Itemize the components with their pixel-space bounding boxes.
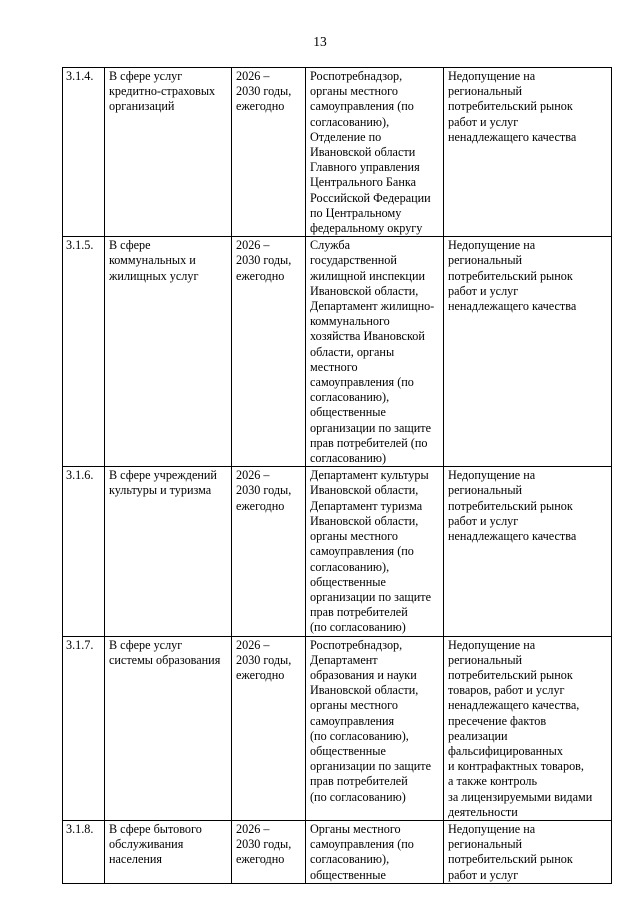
row-period: 2026 – 2030 годы, ежегодно xyxy=(232,68,306,237)
row-area: В сфере бытового обслуживания населения xyxy=(105,820,232,883)
table-row xyxy=(63,820,612,883)
row-number: 3.1.8. xyxy=(63,820,105,883)
table-row xyxy=(63,467,612,636)
row-responsible: Служба государственной жилищной инспекции Ивановской области, Департамент жилищно- коммунального хозяйства Ивановской области, органы местного самоуправления (по согласованию), общественные организации по защите прав потребителей (по согласованию) xyxy=(306,237,444,467)
row-area: В сфере коммунальных и жилищных услуг xyxy=(105,237,232,467)
measures-table xyxy=(62,67,612,884)
row-number: 3.1.7. xyxy=(63,636,105,820)
row-number: 3.1.6. xyxy=(63,467,105,636)
row-number: 3.1.4. xyxy=(63,68,105,237)
row-responsible: Роспотребнадзор, Департамент образования и науки Ивановской области, органы местного самоуправления (по согласованию), общественные организации по защите прав потребителей (по согласованию) xyxy=(306,636,444,820)
row-period: 2026 – 2030 годы, ежегодно xyxy=(232,820,306,883)
row-result: Недопущение на региональный потребительский рынок работ и услуг ненадлежащего качества xyxy=(444,68,612,237)
row-period: 2026 – 2030 годы, ежегодно xyxy=(232,237,306,467)
row-area: В сфере учреждений культуры и туризма xyxy=(105,467,232,636)
table-row xyxy=(63,237,612,467)
row-period: 2026 – 2030 годы, ежегодно xyxy=(232,467,306,636)
row-result: Недопущение на региональный потребительский рынок работ и услуг xyxy=(444,820,612,883)
row-area: В сфере услуг кредитно-страховых организаций xyxy=(105,68,232,237)
row-responsible: Роспотребнадзор, органы местного самоуправления (по согласованию), Отделение по Ивановской области Главного управления Центрального Банка Российской Федерации по Центральному федеральному округу xyxy=(306,68,444,237)
row-area: В сфере услуг системы образования xyxy=(105,636,232,820)
row-responsible: Органы местного самоуправления (по согласованию), общественные xyxy=(306,820,444,883)
row-period: 2026 – 2030 годы, ежегодно xyxy=(232,636,306,820)
row-result: Недопущение на региональный потребительский рынок работ и услуг ненадлежащего качества xyxy=(444,237,612,467)
row-result: Недопущение на региональный потребительский рынок работ и услуг ненадлежащего качества xyxy=(444,467,612,636)
row-number: 3.1.5. xyxy=(63,237,105,467)
row-responsible: Департамент культуры Ивановской области, Департамент туризма Ивановской области, органы местного самоуправления (по согласованию), общественные организации по защите прав потребителей (по согласованию) xyxy=(306,467,444,636)
row-result: Недопущение на региональный потребительский рынок товаров, работ и услуг ненадлежащего качества, пресечение фактов реализации фальсифицированных и контрафактных товаров, а также контроль за лицензируемыми видами деятельности xyxy=(444,636,612,820)
table-row xyxy=(63,636,612,820)
page-number: 13 xyxy=(313,34,327,49)
table-row xyxy=(63,68,612,237)
